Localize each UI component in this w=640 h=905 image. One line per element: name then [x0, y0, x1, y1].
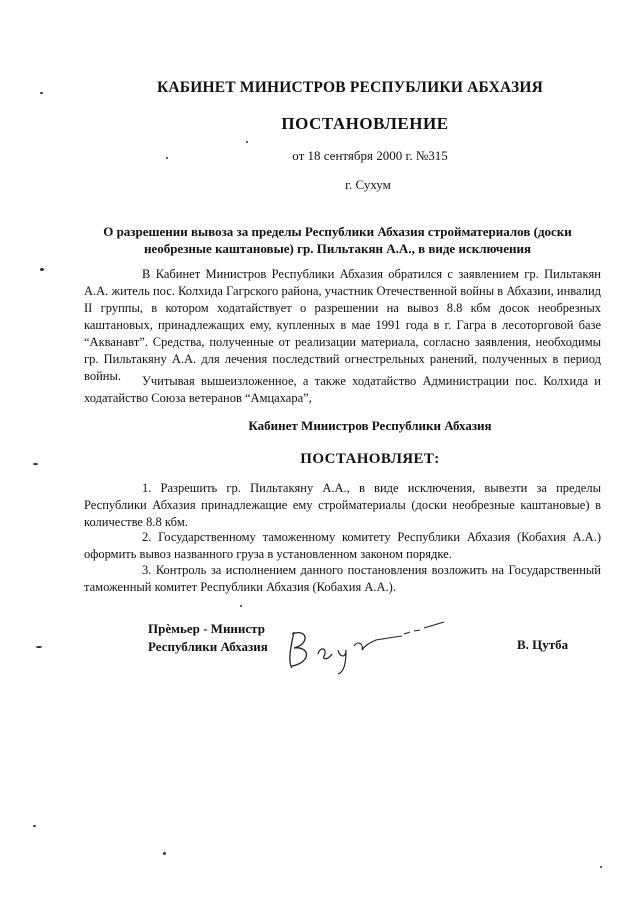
scan-speck: [246, 141, 248, 143]
signatory-title-line-2: Республики Абхазия: [148, 639, 268, 654]
organization-heading: КАБИНЕТ МИНИСТРОВ РЕСПУБЛИКИ АБХАЗИЯ: [156, 79, 544, 96]
scan-speck: [240, 605, 242, 607]
resolution-item-1: 1. Разрешить гр. Пильтакяну А.А., в виде исключения, вывезти за пределы Республики Абхазия принадлежащие ему стройматериалы (доски необрезные каштановые) в количестве 8.8 кбм.: [84, 481, 601, 529]
resolution-item-2: 2. Государственному таможенному комитету Республики Абхазия (Кобахия А.А.) оформить вывоз названного груза в установленном законом порядке.: [84, 530, 601, 561]
scan-speck: [40, 268, 44, 271]
body-paragraph-1: В Кабинет Министров Республики Абхазия обратился с заявлением гр. Пильтакян А.А. житель пос. Колхида Гагрского района, участник Отечественной войны в Абхазии, инвалид II группы, в котором ходатайствует о разрешении на вывоз 8.8 кбм досок необрезных каштановых, принадлежащих ему, купленных в мае 1991 года в г. Гагра в лесоторговой базе “Акванавт”. Средства, полученные от реализации материала, согласно заявления, необходимы гр. Пильтакяну А.А. для лечения последствий огнестрельных ранений, полученных в период войны.: [84, 267, 601, 383]
scan-speck: [33, 463, 38, 465]
scan-speck: [600, 866, 602, 868]
subject-heading: О разрешении вывоза за пределы Республики Абхазия стройматериалов (доски необрезные каштановые) гр. Пильтакян А.А., в виде исключения: [103, 224, 572, 256]
document-type-heading: ПОСТАНОВЛЕНИЕ: [281, 114, 449, 133]
resolving-body-heading: Кабинет Министров Республики Абхазия: [248, 418, 492, 433]
city-line: г. Сухум: [345, 177, 391, 192]
date-number-line: от 18 сентября 2000 г. №315: [292, 148, 448, 163]
resolves-heading: ПОСТАНОВЛЯЕТ:: [300, 451, 440, 467]
scan-speck: [166, 157, 168, 159]
scan-speck: [33, 825, 36, 827]
resolution-item-3: 3. Контроль за исполнением данного постановления возложить на Государственный таможенный комитет Республики Абхазия (Кобахия А.А.).: [84, 563, 601, 594]
signatory-title: [148, 620, 268, 656]
scan-speck: [36, 646, 42, 648]
handwritten-signature: [280, 610, 450, 680]
scan-speck: [40, 92, 43, 94]
signatory-title-line-1: Прѐмьер - Министр: [148, 621, 265, 636]
signatory-name: В. Цутба: [517, 637, 569, 652]
scan-speck: [163, 852, 166, 855]
body-paragraph-2: Учитывая вышеизложенное, а также ходатайство Администрации пос. Колхида и ходатайство Союза ветеранов “Амцахара”,: [84, 374, 601, 405]
